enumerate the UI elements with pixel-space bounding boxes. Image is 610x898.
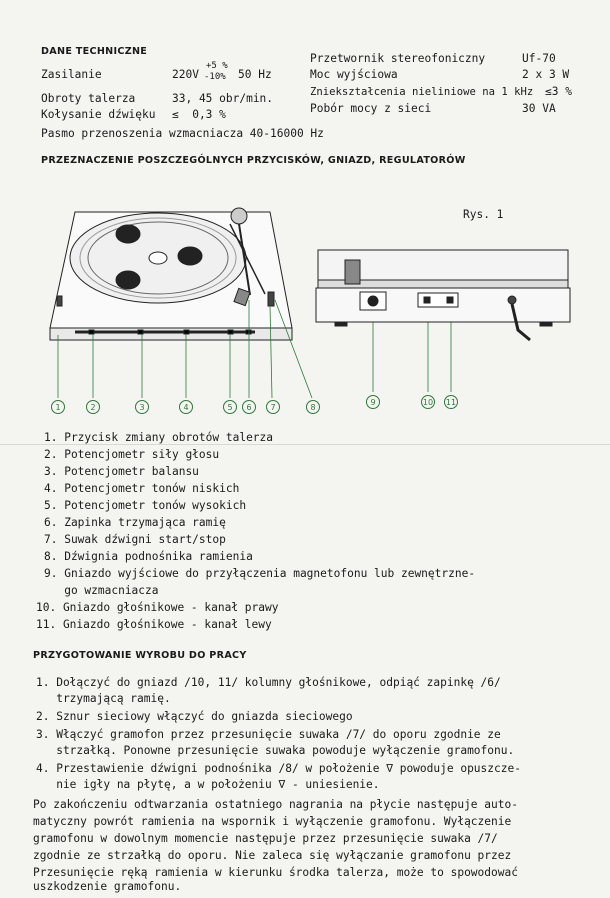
callout-4: 4 [183,403,189,412]
supply-tol-minus: -10% [204,72,226,82]
parts-item: 7. Suwak dźwigni start/stop [44,533,226,546]
parts-item: 2. Potencjometr siły głosu [44,448,220,461]
parts-item: 5. Potencjometr tonów wysokich [44,499,247,512]
step-line: trzymającą ramię. [36,692,171,705]
band-text: Pasmo przenoszenia wzmacniacza 40-16000 Hz [41,127,324,140]
transducer-label: Przetwornik stereofoniczny [310,52,486,65]
purpose-heading: PRZEZNACZENIE POSZCZEGÓLNYCH PRZYCISKÓW, GNIAZD, REGULATORÓW [41,155,466,166]
supply-value: 220V [172,68,199,81]
step-line: strzałką. Ponowne przesunięcie suwaka powoduje wyłączenie gramofonu. [36,744,515,757]
callout-10: 10 [422,398,434,407]
parts-item: 10. Gniazdo głośnikowe - kanał prawy [36,601,279,614]
parts-item: 11. Gniazdo głośnikowe - kanał lewy [36,618,272,631]
supply-tol-plus: +5 % [206,61,228,71]
parts-item: 6. Zapinka trzymająca ramię [44,516,226,529]
wow-value: ≤ 0,3 % [172,108,226,121]
closing-line: gramofonu w dowolnym momencie następuje przez przesunięcie suwaka /7/ [33,832,498,845]
prep-heading: PRZYGOTOWANIE WYROBU DO PRACY [33,650,247,661]
closing-line: matyczny powrót ramienia na wspornik i wyłączenie gramofonu. Wyłączenie [33,815,512,828]
parts-item: 9. Gniazdo wyjściowe do przyłączenia magnetofonu lub zewnętrzne- [44,567,476,580]
consumption-label: Pobór mocy z sieci [310,102,432,115]
step-line: 3. Włączyć gramofon przez przesunięcie suwaka /7/ do oporu zgodnie ze [36,728,501,741]
callout-6: 6 [246,403,252,412]
supply-label: Zasilanie [41,68,102,81]
parts-item: 4. Potencjometr tonów niskich [44,482,240,495]
distortion-label: Zniekształcenia nieliniowe na 1 kHz [310,86,534,98]
figure-label: Rys. 1 [463,208,504,221]
parts-item: 1. Przycisk zmiany obrotów talerza [44,431,274,444]
parts-item: 8. Dźwignia podnośnika ramienia [44,550,253,563]
step-line: 1. Dołączyć do gniazd /10, 11/ kolumny głośnikowe, odpiąć zapinkę /6/ [36,676,501,689]
callout-8: 8 [310,403,316,412]
callout-1: 1 [55,403,61,412]
closing-line: zgodnie ze strzałką do oporu. Nie zaleca się wyłączanie gramofonu przez [33,849,512,862]
tech-heading: DANE TECHNICZNE [41,46,148,57]
power-label: Moc wyjściowa [310,68,398,81]
speed-label: Obroty talerza [41,92,136,105]
closing-line: Przesunięcie ręką ramienia w kierunku środka talerza, może to spowodować [33,866,518,879]
callout-3: 3 [139,403,145,412]
power-value: 2 x 3 W [522,68,570,81]
step-line: nie igły na płytę, a w położeniu ∇ - uniesienie. [36,778,380,791]
callout-2: 2 [90,403,96,412]
callout-5: 5 [227,403,233,412]
speed-value: 33, 45 obr/min. [172,92,274,105]
turntable-top-view [50,208,292,340]
turntable-figure [0,200,610,425]
step-line: 2. Sznur sieciowy włączyć do gniazda sieciowego [36,710,353,723]
turntable-rear-view [316,250,570,340]
distortion-value: ≤3 % [545,85,572,98]
supply-freq: 50 Hz [238,68,272,81]
callout-7: 7 [270,403,276,412]
closing-line: Po zakończeniu odtwarzania ostatniego nagrania na płycie następuje auto- [33,798,518,811]
parts-item: 3. Potencjometr balansu [44,465,199,478]
callout-numbers [52,396,458,414]
wow-label: Kołysanie dźwięku [41,108,156,121]
transducer-value: Uf-70 [522,52,556,65]
callout-9: 9 [370,398,376,407]
parts-item: go wzmacniacza [44,584,159,597]
consumption-value: 30 VA [522,102,556,115]
step-line: 4. Przestawienie dźwigni podnośnika /8/ w położenie ∇ powoduje opuszcze- [36,762,521,775]
callout-11: 11 [445,398,457,407]
closing-line: uszkodzenie gramofonu. [33,880,182,893]
